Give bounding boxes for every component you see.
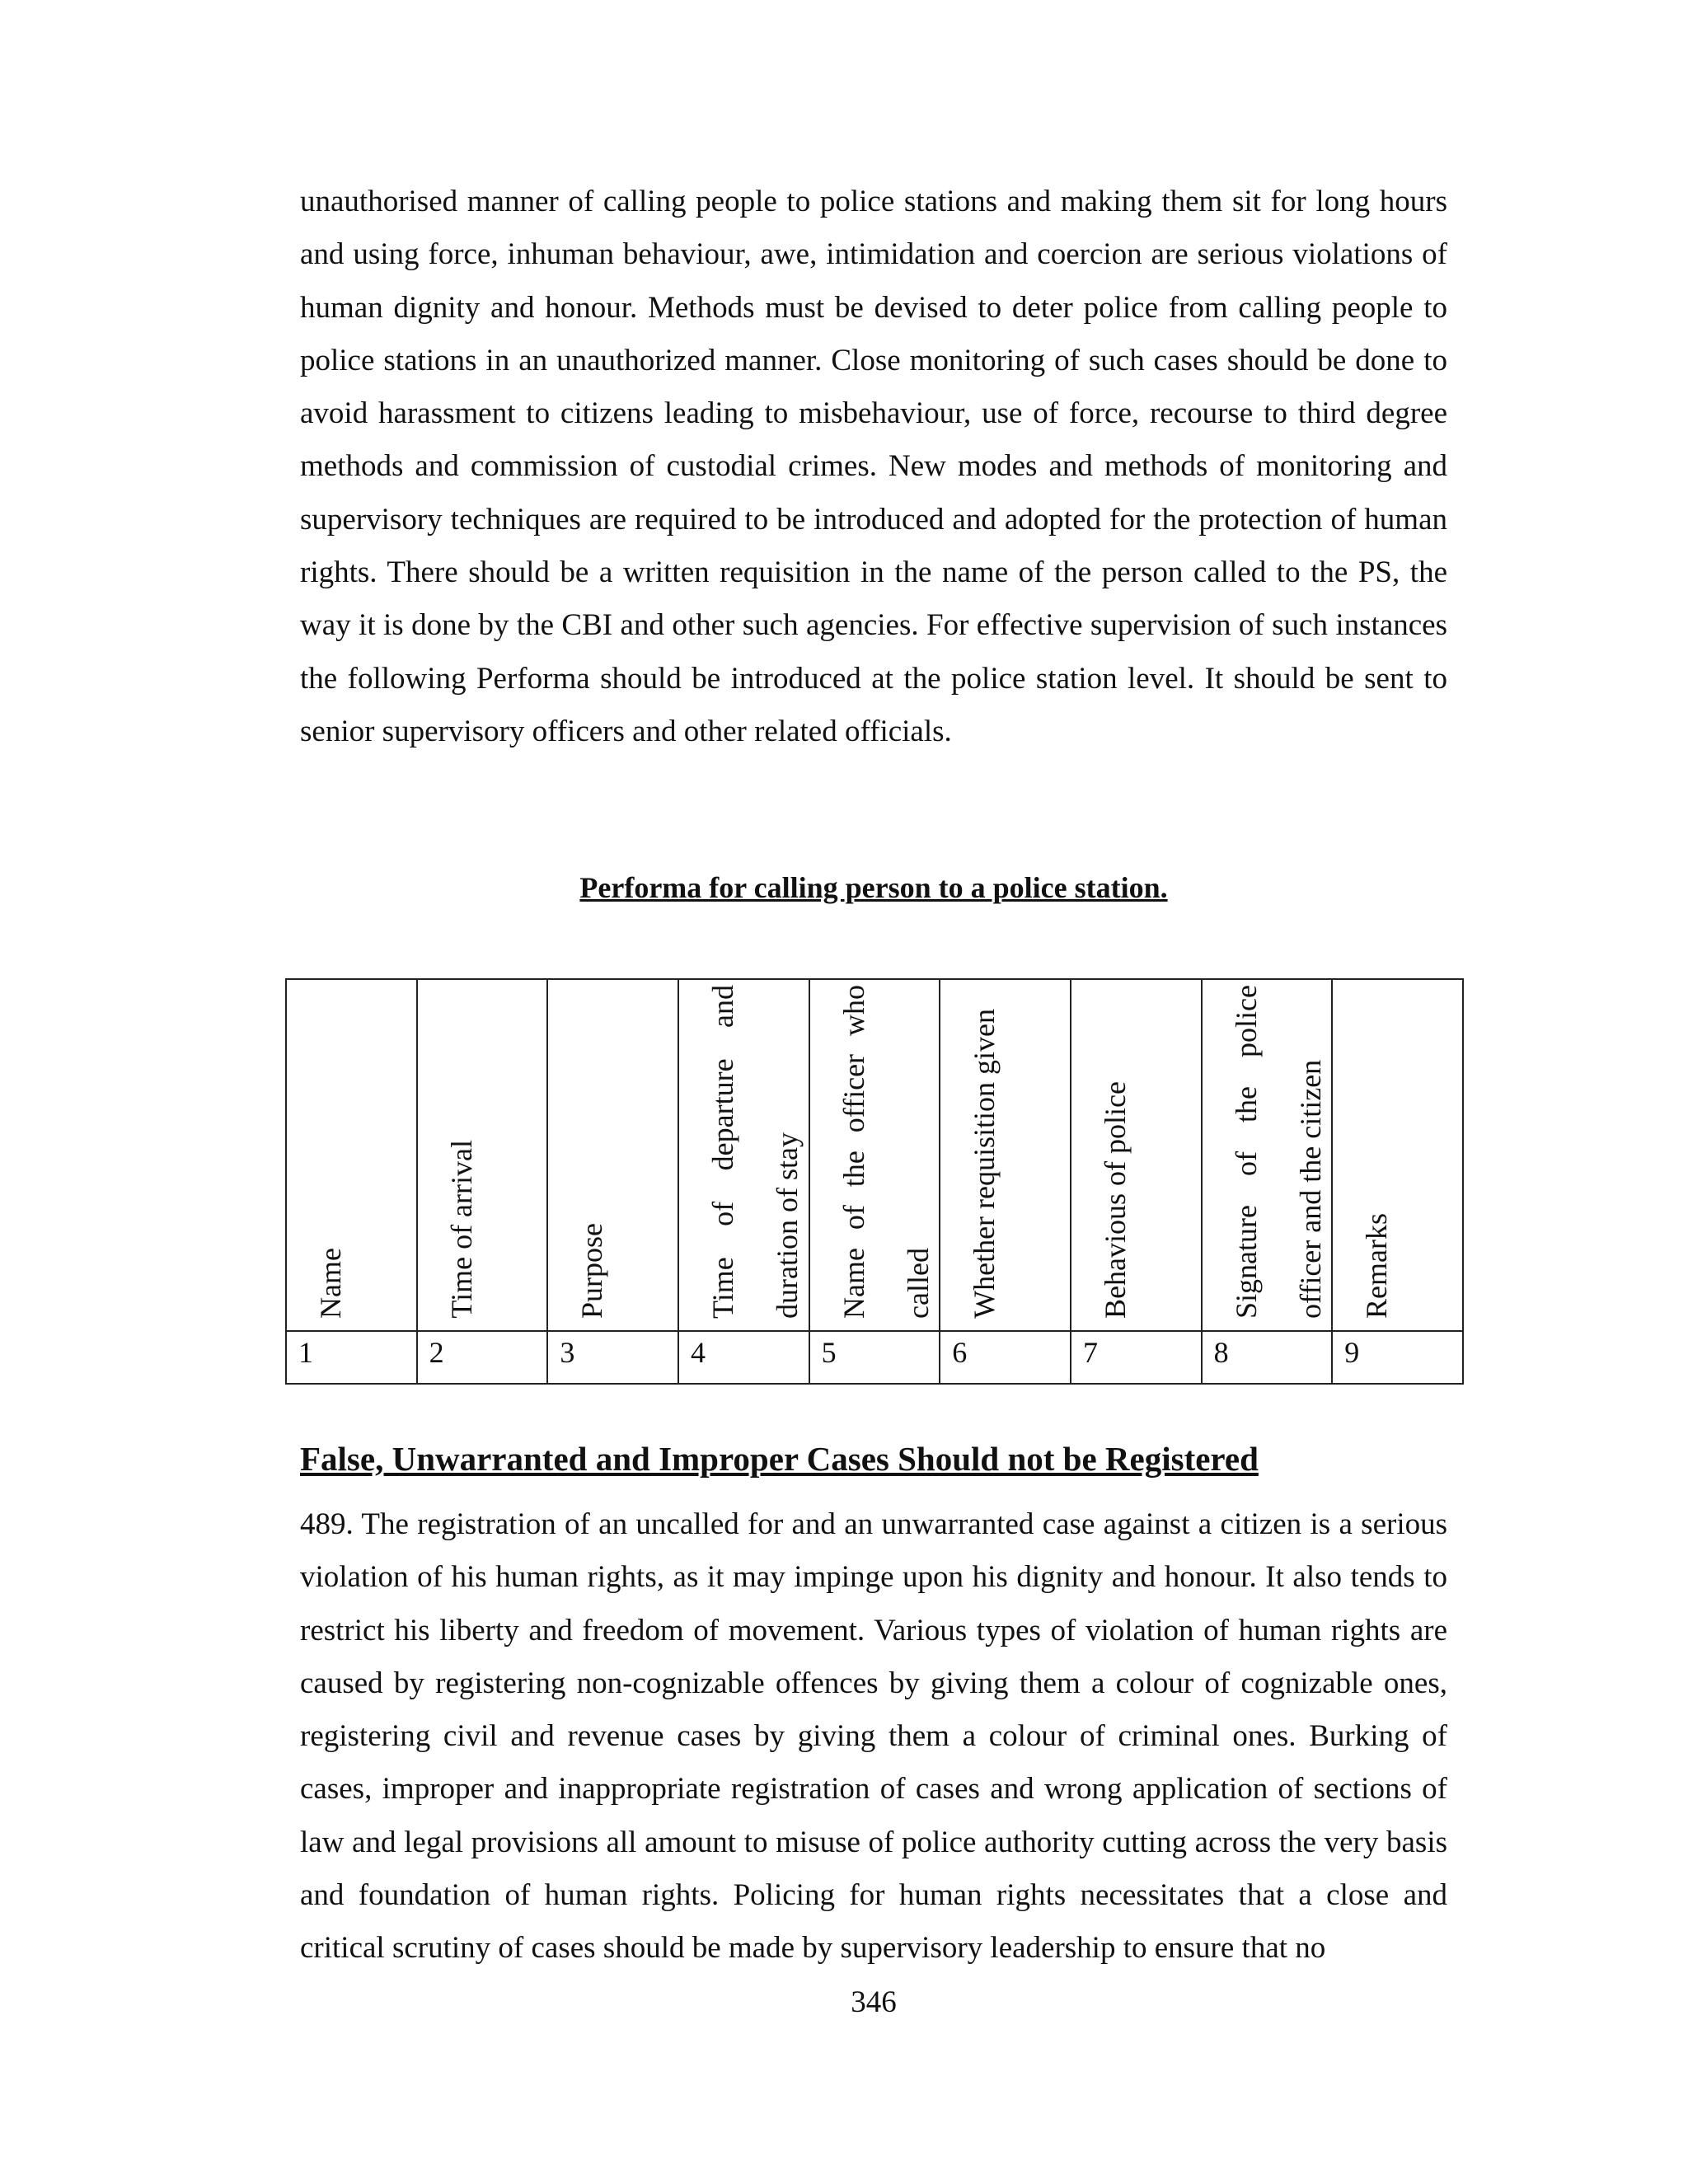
column-number: 7 — [1071, 1331, 1202, 1384]
header-cell-purpose — [547, 979, 678, 1331]
column-header: Name — [314, 1248, 347, 1319]
column-number: 8 — [1202, 1331, 1333, 1384]
column-number: 9 — [1332, 1331, 1463, 1384]
header-cell-officer-who-called — [809, 979, 940, 1331]
column-header: Whether requisition given — [968, 1009, 1001, 1319]
column-header: Purpose — [575, 1223, 609, 1319]
performa-table — [285, 978, 1464, 1385]
column-number: 5 — [809, 1331, 940, 1384]
header-cell-behaviour-of-police — [1071, 979, 1202, 1331]
header-cell-time-of-departure — [678, 979, 809, 1331]
column-number: 3 — [547, 1331, 678, 1384]
column-number: 6 — [940, 1331, 1071, 1384]
performa-title: Performa for calling person to a police station. — [579, 871, 1168, 904]
header-cell-signature — [1202, 979, 1333, 1331]
column-header: Time of departure and duration of stay — [706, 985, 804, 1319]
intro-paragraph: unauthorised manner of calling people to police stations and making them sit for long hours and using force, inhuman behaviour, awe, intimidation and coercion are serious violations of human dignity and honour. Methods must be devised to deter police from calling people to police stations in an unauthorized manner. Close monitoring of such cases should be done to avoid harassment to citizens leading to misbehaviour, use of force, recourse to third degree methods and commission of custodial crimes. New modes and methods of monitoring and supervisory techniques are required to be introduced and adopted for the protection of human rights. There should be a written requisition in the name of the person called to the PS, the way it is done by the CBI and other such agencies. For effective supervision of such instances the following Performa should be introduced at the police station level. It should be sent to senior supervisory officers and other related officials. — [300, 185, 1447, 748]
section-489-paragraph: 489. The registration of an uncalled for and an unwarranted case against a citizen is a serious violation of his human rights, as it may impinge upon his dignity and honour. It also tends to restrict his liberty and freedom of movement. Various types of violation of human rights are caused by registering non-cognizable offences by giving them a colour of cognizable ones, registering civil and revenue cases by giving them a colour of criminal ones. Burking of cases, improper and inappropriate registration of cases and wrong application of sections of law and legal provisions all amount to misuse of police authority cutting across the very basis and foundation of human rights. Policing for human rights necessitates that a close and critical scrutiny of cases should be made by supervisory leadership to ensure that no — [300, 1507, 1447, 1966]
performa-header-row — [286, 979, 1463, 1331]
header-cell-time-of-arrival — [417, 979, 548, 1331]
page-number: 346 — [851, 1985, 897, 2019]
column-header: Behavious of police — [1098, 1081, 1132, 1319]
column-number: 2 — [417, 1331, 548, 1384]
column-header: Name of the officer who called — [837, 985, 935, 1319]
column-header: Signature of the police officer and the citizen — [1229, 985, 1327, 1319]
column-number: 1 — [286, 1331, 417, 1384]
column-number: 4 — [678, 1331, 809, 1384]
header-cell-requisition-given — [940, 979, 1071, 1331]
header-cell-name — [286, 979, 417, 1331]
section-heading: False, Unwarranted and Improper Cases Should not be Registered — [300, 1440, 1259, 1478]
performa-number-row — [286, 1331, 1463, 1384]
header-cell-remarks — [1332, 979, 1463, 1331]
column-header: Time of arrival — [444, 1140, 478, 1319]
column-header: Remarks — [1360, 1213, 1394, 1319]
